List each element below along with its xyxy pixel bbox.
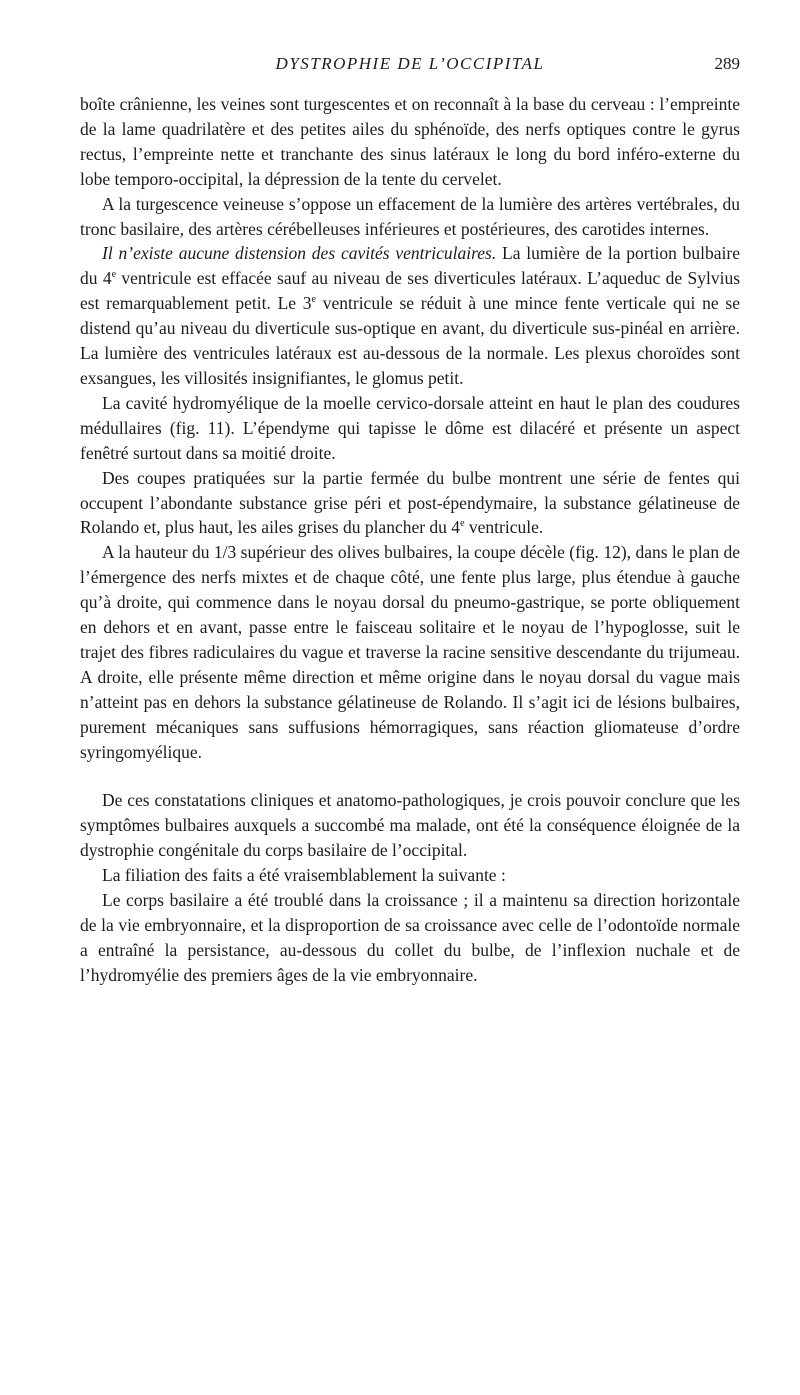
paragraph-3-text-c: ventricule se réduit à une mince fente verticale qui ne se distend qu’au niveau du diverticule sus-optique en avant, du diverticule sus-pinéal en arrière. La lumière des ventricules latéraux est au-dessous de la normale. Les plexus choroïdes sont exsangues, les villosités insignifiantes, le glomus petit. [80,293,740,388]
superscript-e: e [111,269,117,281]
italic-heading: Il n’existe aucune distension des cavités ventriculaires. [102,243,497,264]
paragraph-6: A la hauteur du 1/3 supérieur des olives bulbaires, la coupe décèle (fig. 12), dans le plan de l’émergence des nerfs mixtes et de chaque côté, une fente plus large, plus étendue à gauche qu’à droite, qui commence dans le noyau dorsal du pneumo-gastrique, se porte obliquement en dehors et en avant, passe entre le faisceau solitaire et le noyau de l’hypoglosse, suit le trajet des fibres radiculaires du vague et traverse la racine sensitive descendante du trijumeau. A droite, elle présente même direction et même origine dans le noyau dorsal du vague mais n’atteint pas en dehors la substance gélatineuse de Rolando. Il s’agit ici de lésions bulbaires, purement mécaniques sans suffusions hémorragiques, sans réaction gliomateuse d’ordre syringomyélique. [80,542,740,762]
paragraph-3-text-b: ventricule est effacée sauf au niveau de ses diverticules latéraux. L’aqueduc de Sylvius est remarquablement petit. Le 3 [80,268,741,314]
superscript-e: e [460,518,465,530]
running-title: DYSTROPHIE DE L’OCCIPITAL [275,54,545,73]
paragraph-5-text-a: Des coupes pratiquées sur la partie fermée du bulbe montrent une série de fentes qui occupent l’abondante substance grise péri et post-épendymaire, la substance gélatineuse de Rolando et, plus haut, les ailes grises du plancher du 4 [80,467,740,538]
paragraph-4: La cavité hydromyélique de la moelle cervico-dorsale atteint en haut le plan des coudures médullaires (fig. 11). L’épendyme qui tapisse le dôme est dilacéré et présente un aspect fenêtré surtout dans sa moitié droite. [80,392,740,463]
paragraph-2: A la turgescence veineuse s’oppose un effacement de la lumière des artères vertébrales, du tronc basilaire, des artères cérébelleuses inférieures et postérieures, des carotides internes. [80,193,740,239]
paragraph-7: De ces constatations cliniques et anatomo-pathologiques, je crois pouvoir conclure que les symptômes bulbaires auxquels a succombé ma malade, ont été la conséquence éloignée de la dystrophie congénitale du corps basilaire de l’occipital. [80,790,740,861]
paragraph-9: Le corps basilaire a été troublé dans la croissance ; il a maintenu sa direction horizontale de la vie embryonnaire, et la disproportion de sa croissance avec celle de l’odontoïde normale a entraîné la persistance, au-dessous du collet du bulbe, de l’inflexion nuchale et de l’hydromyélie des premiers âges de la vie embryonnaire. [80,890,740,985]
paragraph-8: La filiation des faits a été vraisemblablement la suivante : [102,865,506,886]
running-header [80,54,740,78]
paragraph-3 [80,241,740,390]
superscript-e: e [311,294,316,306]
paragraph-3-text-a: La lumière de la portion bulbaire du 4 [80,243,740,289]
document-page [80,54,740,988]
paragraph-5-text-b: ventricule. [464,517,544,538]
body-text [80,92,740,988]
paragraph-5 [80,466,740,541]
page-number: 289 [714,54,740,73]
paragraph-1: boîte crânienne, les veines sont turgescentes et on reconnaît à la base du cerveau : l’empreinte de la lame quadrilatère et des petites ailes du sphénoïde, des nerfs optiques contre le gyrus rectus, l’empreinte nette et tranchante des sinus latéraux le long du bord inféro-externe du lobe temporo-occipital, la dépression de la tente du cervelet. [80,94,740,189]
